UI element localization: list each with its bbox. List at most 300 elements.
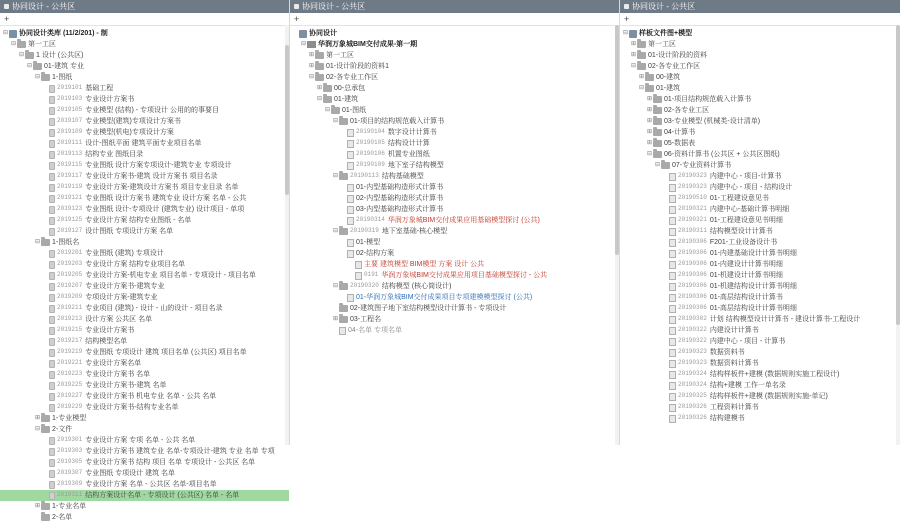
tree-row[interactable]	[620, 380, 900, 391]
folder-icon	[41, 514, 50, 521]
row-label: 02-建筑图子地下室结构模型设计计算书 - 专项设计	[350, 304, 507, 312]
row-code: 2019207	[57, 282, 83, 290]
document-icon	[49, 338, 55, 346]
tree-row[interactable]	[0, 39, 289, 50]
tree-row[interactable]	[0, 424, 289, 435]
tree-row[interactable]	[290, 138, 619, 149]
tree-row[interactable]	[620, 105, 900, 116]
row-code: 20190323	[678, 348, 707, 356]
row-label: 06-资料计算书 (公共区 + 公共区图纸)	[664, 150, 780, 158]
document-icon	[49, 448, 55, 456]
document-icon	[355, 272, 362, 280]
folder-icon	[315, 52, 324, 59]
tree-row[interactable]	[0, 259, 289, 270]
chevron-down-icon[interactable]: ⊟	[638, 85, 645, 92]
tree-row[interactable]	[0, 380, 289, 391]
folder-icon	[41, 426, 50, 433]
tree-row[interactable]	[0, 248, 289, 259]
tree-row[interactable]	[0, 193, 289, 204]
tree-row[interactable]	[290, 72, 619, 83]
panel-2-scroll-thumb[interactable]	[615, 25, 619, 255]
row-label: 01-建筑 专业	[44, 62, 85, 70]
document-icon	[49, 228, 55, 236]
tree-row[interactable]	[620, 28, 900, 39]
row-code: 20190314	[356, 216, 385, 224]
tree-row[interactable]	[0, 226, 289, 237]
tree-row[interactable]	[620, 358, 900, 369]
row-label: 05-数据表	[664, 139, 696, 147]
folder-icon	[339, 316, 348, 323]
chevron-down-icon[interactable]: ⊟	[332, 118, 339, 125]
tree-row[interactable]	[0, 303, 289, 314]
folder-icon	[339, 228, 348, 235]
row-label: 专业设计方案书	[85, 326, 135, 334]
row-label: 第一工区	[326, 51, 354, 59]
tree-row[interactable]	[290, 50, 619, 61]
chevron-down-icon[interactable]: ⊟	[324, 107, 331, 114]
row-label: 专业图纸 设计-专项设计 (建筑专业) 设计项目 - 单项	[85, 205, 245, 213]
panel-3	[620, 0, 900, 445]
document-icon	[355, 261, 362, 269]
row-label: 内建中心 - 项目 - 结构设计	[709, 183, 793, 191]
row-code: 2019111	[57, 139, 83, 147]
chevron-right-icon[interactable]: ⊞	[34, 503, 41, 510]
panel-1-tree[interactable]	[0, 26, 289, 523]
tree-row[interactable]	[0, 391, 289, 402]
folder-icon	[33, 63, 42, 70]
row-label: 03-内型基础构造形式计算书	[356, 205, 444, 213]
document-icon	[49, 382, 55, 390]
tree-row[interactable]	[0, 72, 289, 83]
tree-row[interactable]	[620, 413, 900, 424]
row-code: 2019125	[57, 216, 83, 224]
tree-row[interactable]	[0, 325, 289, 336]
chevron-down-icon[interactable]: ⊟	[654, 162, 661, 169]
row-label: 专项设计方案-建筑专业	[85, 293, 158, 301]
row-code: 20190323	[678, 359, 707, 367]
chevron-right-icon[interactable]: ⊞	[630, 41, 637, 48]
row-label: 00-建筑	[656, 73, 681, 81]
row-code: 2019311	[57, 491, 83, 499]
document-icon	[347, 129, 354, 137]
panel-2-title: 协同设计 - 公共区	[302, 2, 366, 11]
row-code: 2019121	[57, 194, 83, 202]
row-label: 数字设计计算书	[387, 128, 437, 136]
tree-row[interactable]	[620, 39, 900, 50]
panel-2-tree[interactable]	[290, 26, 619, 336]
row-code: 2019201	[57, 249, 83, 257]
tree-row[interactable]	[290, 325, 619, 336]
tree-row[interactable]	[620, 127, 900, 138]
tree-row[interactable]	[0, 358, 289, 369]
tree-row[interactable]	[620, 292, 900, 303]
chevron-down-icon[interactable]: ⊟	[308, 74, 315, 81]
tree-row[interactable]	[0, 479, 289, 490]
tree-row[interactable]	[0, 501, 289, 512]
document-icon	[347, 294, 354, 302]
folder-icon	[653, 107, 662, 114]
document-icon	[49, 217, 55, 225]
row-code: 20190109	[356, 161, 385, 169]
tree-row[interactable]	[0, 171, 289, 182]
tree-row[interactable]	[620, 50, 900, 61]
tree-row[interactable]	[290, 28, 619, 39]
row-label: 01-图纸	[342, 106, 367, 114]
document-icon	[669, 305, 676, 313]
document-icon	[669, 316, 676, 324]
tree-row[interactable]	[290, 61, 619, 72]
tree-row[interactable]	[620, 138, 900, 149]
tree-row[interactable]	[620, 281, 900, 292]
tree-row[interactable]	[620, 314, 900, 325]
document-icon	[49, 173, 55, 181]
folder-icon	[307, 41, 316, 48]
tree-row[interactable]	[620, 116, 900, 127]
row-label: 01-工程建设意见书明细	[709, 216, 783, 224]
row-label: 03-工程名	[350, 315, 382, 323]
chevron-right-icon[interactable]: ⊞	[316, 85, 323, 92]
tree-row[interactable]	[0, 281, 289, 292]
folder-icon	[645, 85, 654, 92]
panel-1-scroll-thumb[interactable]	[285, 45, 289, 195]
row-label: 专业设计方案书-建筑 名单	[85, 381, 167, 389]
document-icon	[347, 206, 354, 214]
tree-row[interactable]	[0, 336, 289, 347]
document-icon	[669, 239, 676, 247]
row-label: 数据资料书	[709, 348, 745, 356]
tree-row[interactable]	[620, 325, 900, 336]
tree-row[interactable]	[620, 336, 900, 347]
row-label: 专业图纸 专项设计 建筑 项目名单 (公共区) 项目名单	[85, 348, 247, 356]
tree-row[interactable]	[620, 215, 900, 226]
row-code: 20190306	[678, 271, 707, 279]
document-icon	[669, 195, 676, 203]
panel-3-scrollbar[interactable]	[896, 25, 900, 445]
root-node-icon	[629, 30, 637, 38]
tree-row[interactable]	[620, 182, 900, 193]
row-code: 2019211	[57, 304, 83, 312]
tree-row[interactable]	[620, 204, 900, 215]
chevron-down-icon[interactable]: ⊟	[300, 41, 307, 48]
row-label: 专业设计方案书 机电专业 名单 - 公共 名单	[85, 392, 217, 400]
row-label: 地下室子结构模型	[387, 161, 444, 169]
chevron-right-icon[interactable]: ⊞	[646, 118, 653, 125]
row-label: 专业设计方案 名单 - 公共区 名单-项目名单	[85, 480, 217, 488]
document-icon	[49, 371, 55, 379]
row-code: 20190323	[678, 172, 707, 180]
tree-row[interactable]	[0, 204, 289, 215]
row-label: 计划 结构模型设计计算书 - 建设计算书-工程设计	[709, 315, 861, 323]
row-label: 工程资料计算书	[709, 403, 759, 411]
tree-row[interactable]	[290, 94, 619, 105]
row-code: 20190326	[678, 414, 707, 422]
tree-row[interactable]	[290, 193, 619, 204]
panel-2	[290, 0, 620, 445]
tree-row[interactable]	[0, 402, 289, 413]
row-code: 20190323	[678, 183, 707, 191]
tree-row[interactable]	[290, 105, 619, 116]
row-label: 1-图纸	[52, 73, 73, 81]
row-label: 基础工程	[85, 84, 114, 92]
row-label: 协同设计	[309, 29, 337, 37]
folder-icon	[653, 96, 662, 103]
tree-row[interactable]	[620, 171, 900, 182]
tree-row[interactable]	[290, 259, 619, 270]
panel-1-scrollbar[interactable]	[285, 25, 289, 445]
chevron-down-icon[interactable]: ⊟	[332, 173, 339, 180]
tree-row[interactable]	[0, 490, 289, 501]
tree-row[interactable]	[290, 215, 619, 226]
tree-row[interactable]	[290, 39, 619, 50]
tree-row[interactable]	[0, 215, 289, 226]
root-node-icon	[9, 30, 17, 38]
tree-row[interactable]	[290, 160, 619, 171]
chevron-down-icon[interactable]: ⊟	[34, 74, 41, 81]
folder-icon	[17, 41, 26, 48]
row-label: 专业图纸 (建筑) 专项设计	[85, 249, 164, 257]
tree-row[interactable]	[290, 204, 619, 215]
row-label: 07-专业资料计算书	[672, 161, 732, 169]
row-label: 专业图纸 设计方案书 建筑专业 设计方案 名单 - 公共	[85, 194, 247, 202]
tree-row[interactable]	[290, 237, 619, 248]
row-label: 01-内型基础构造形式计算书	[356, 183, 444, 191]
row-label: 01-高层结构设计计算书明细	[709, 304, 797, 312]
tree-row[interactable]	[0, 182, 289, 193]
chevron-right-icon[interactable]: ⊞	[646, 107, 653, 114]
tree-row[interactable]	[290, 303, 619, 314]
tree-row[interactable]	[620, 270, 900, 281]
row-code: 20190510	[678, 194, 707, 202]
row-label: 02-结构方案	[356, 249, 395, 257]
row-code: 2019307	[57, 469, 83, 477]
tree-row[interactable]	[0, 61, 289, 72]
tree-row[interactable]	[620, 61, 900, 72]
row-code: 20190306	[678, 238, 707, 246]
chevron-right-icon[interactable]: ⊞	[308, 63, 315, 70]
panel-2-scrollbar[interactable]	[615, 25, 619, 445]
document-icon	[49, 437, 55, 445]
tree-row[interactable]	[0, 127, 289, 138]
tree-row[interactable]	[0, 149, 289, 160]
tree-row[interactable]	[620, 72, 900, 83]
tree-row[interactable]	[620, 160, 900, 171]
row-code: 20190321	[678, 205, 707, 213]
row-label: 01-建筑	[334, 95, 359, 103]
row-code: 20190324	[678, 381, 707, 389]
chevron-down-icon[interactable]: ⊟	[646, 151, 653, 158]
row-label: 结构模型设计计算书	[709, 227, 773, 235]
panel-3-scroll-thumb[interactable]	[896, 25, 900, 325]
folder-icon	[637, 63, 646, 70]
row-label: 第一工区	[648, 40, 676, 48]
document-icon	[669, 250, 676, 258]
tree-row[interactable]	[620, 149, 900, 160]
tree-row[interactable]	[0, 292, 289, 303]
document-icon	[669, 404, 676, 412]
chevron-down-icon[interactable]: ⊟	[2, 30, 9, 37]
tree-row[interactable]	[620, 303, 900, 314]
chevron-down-icon[interactable]: ⊟	[26, 63, 33, 70]
row-label: 华润万象城BIM交付成果应用基础模型探讨 (公共)	[387, 216, 540, 224]
row-code: 2019217	[57, 337, 83, 345]
row-label: 00-总承包	[334, 84, 366, 92]
tree-row[interactable]	[0, 468, 289, 479]
tree-row[interactable]	[620, 391, 900, 402]
row-label: 专业设计方案书	[85, 95, 135, 103]
panel-1	[0, 0, 290, 521]
row-label: 内建设计计算书	[709, 326, 759, 334]
tree-row[interactable]	[0, 116, 289, 127]
tree-row[interactable]	[290, 281, 619, 292]
chevron-down-icon[interactable]: ⊟	[34, 426, 41, 433]
chevron-right-icon[interactable]: ⊞	[646, 140, 653, 147]
tree-row[interactable]	[0, 413, 289, 424]
tree-row[interactable]	[620, 94, 900, 105]
document-icon	[669, 217, 676, 225]
tree-row[interactable]	[620, 193, 900, 204]
window-icon	[294, 4, 299, 9]
tree-row[interactable]	[290, 127, 619, 138]
tree-row[interactable]	[290, 226, 619, 237]
tree-row[interactable]	[0, 237, 289, 248]
tree-row[interactable]	[0, 457, 289, 468]
document-icon	[49, 305, 55, 313]
folder-icon	[41, 74, 50, 81]
chevron-down-icon[interactable]: ⊟	[34, 239, 41, 246]
chevron-down-icon[interactable]: ⊟	[332, 228, 339, 235]
row-label: 1-专业名单	[52, 502, 87, 510]
tree-row[interactable]	[290, 314, 619, 325]
row-label: 01-内建基础设计计算书明细	[709, 249, 797, 257]
document-icon	[49, 393, 55, 401]
chevron-right-icon[interactable]: ⊞	[34, 415, 41, 422]
document-icon	[49, 316, 55, 324]
tree-row[interactable]	[0, 28, 289, 39]
folder-icon	[339, 118, 348, 125]
tree-row[interactable]	[0, 138, 289, 149]
row-label: 1-专业模型	[52, 414, 87, 422]
row-code: 2019221	[57, 359, 83, 367]
document-icon	[347, 162, 354, 170]
document-icon	[347, 195, 354, 203]
folder-icon	[653, 118, 662, 125]
row-label: 地下室基础-核心模型	[381, 227, 448, 235]
tree-row[interactable]	[290, 116, 619, 127]
document-icon	[49, 206, 55, 214]
chevron-down-icon[interactable]: ⊟	[10, 41, 17, 48]
tree-row[interactable]	[290, 182, 619, 193]
row-code: 20190311	[678, 227, 707, 235]
row-code: 2019119	[57, 183, 83, 191]
add-button[interactable]: +	[4, 14, 10, 24]
folder-icon	[637, 41, 646, 48]
document-icon	[49, 272, 55, 280]
chevron-down-icon[interactable]: ⊟	[18, 52, 25, 59]
chevron-down-icon[interactable]: ⊟	[332, 283, 339, 290]
tree-row[interactable]	[0, 83, 289, 94]
tree-row[interactable]	[0, 435, 289, 446]
tree-row[interactable]	[620, 83, 900, 94]
tree-row[interactable]	[290, 83, 619, 94]
tree-row[interactable]	[620, 237, 900, 248]
row-label: 专业设计方案 结构专业图纸 - 名单	[85, 216, 192, 224]
document-icon	[669, 272, 676, 280]
row-label: 01-设计阶段的资料	[648, 51, 708, 59]
tree-row[interactable]	[620, 226, 900, 237]
tree-row[interactable]	[620, 248, 900, 259]
panel-1-titlebar	[0, 0, 289, 13]
chevron-right-icon[interactable]: ⊞	[630, 52, 637, 59]
document-icon	[49, 459, 55, 467]
tree-row[interactable]	[620, 402, 900, 413]
chevron-right-icon[interactable]: ⊞	[646, 96, 653, 103]
folder-icon	[41, 503, 50, 510]
chevron-right-icon[interactable]: ⊞	[308, 52, 315, 59]
panel-3-title: 协同设计 - 公共区	[632, 2, 696, 11]
row-label: 专业项目 (建筑) - 设计 - 山的设计 - 项目名录	[85, 304, 223, 312]
row-label: 结构专业 图纸目录	[85, 150, 144, 158]
row-label: 协同设计类库 (11/2/201) - 制	[19, 29, 108, 37]
row-label: 专业设计方案书 建筑专业 名单-专项设计-建筑 专业 名单 专项	[85, 447, 275, 455]
chevron-down-icon[interactable]: ⊟	[622, 30, 629, 37]
add-button[interactable]: +	[624, 14, 630, 24]
tree-row[interactable]	[290, 270, 619, 281]
chevron-down-icon[interactable]: ⊟	[630, 63, 637, 70]
tree-row[interactable]	[0, 270, 289, 281]
add-button[interactable]: +	[294, 14, 300, 24]
tree-row[interactable]	[290, 292, 619, 303]
document-icon	[347, 239, 354, 247]
tree-row[interactable]	[0, 347, 289, 358]
chevron-down-icon[interactable]: ⊟	[316, 96, 323, 103]
document-icon	[669, 261, 676, 269]
document-icon	[49, 140, 55, 148]
document-icon	[49, 162, 55, 170]
document-icon	[49, 360, 55, 368]
tree-row[interactable]	[0, 446, 289, 457]
tree-row[interactable]	[0, 369, 289, 380]
chevron-right-icon[interactable]: ⊞	[638, 74, 645, 81]
row-label: 主要 建筑模型 BIM模型 方案 设计 公共	[364, 260, 485, 268]
row-code: 20190326	[678, 403, 707, 411]
panel-1-title: 协同设计 - 公共区	[12, 2, 76, 11]
row-label: 01-设计阶段的资料1	[326, 62, 390, 70]
folder-icon	[41, 415, 50, 422]
tree-row[interactable]	[620, 347, 900, 358]
tree-row[interactable]	[0, 50, 289, 61]
tree-row[interactable]	[0, 512, 289, 523]
tree-row[interactable]	[290, 149, 619, 160]
tree-row[interactable]	[0, 160, 289, 171]
document-icon	[347, 250, 354, 258]
row-label: 专业模型 (结构) - 专项设计 公用的的事要目	[85, 106, 219, 114]
row-label: 02-各专业工作区	[648, 62, 701, 70]
tree-row[interactable]	[290, 248, 619, 259]
row-code: 2019227	[57, 392, 83, 400]
tree-row[interactable]	[620, 369, 900, 380]
tree-row[interactable]	[0, 94, 289, 105]
row-label: 设计方案 公共区 名单	[85, 315, 153, 323]
row-code: 20190324	[678, 370, 707, 378]
tree-row[interactable]	[0, 314, 289, 325]
row-code: 20190302	[678, 315, 707, 323]
tree-row[interactable]	[0, 105, 289, 116]
chevron-right-icon[interactable]: ⊞	[332, 316, 339, 323]
tree-row[interactable]	[290, 171, 619, 182]
panel-3-tree[interactable]	[620, 26, 900, 424]
tree-row[interactable]	[620, 259, 900, 270]
chevron-right-icon[interactable]: ⊞	[646, 129, 653, 136]
